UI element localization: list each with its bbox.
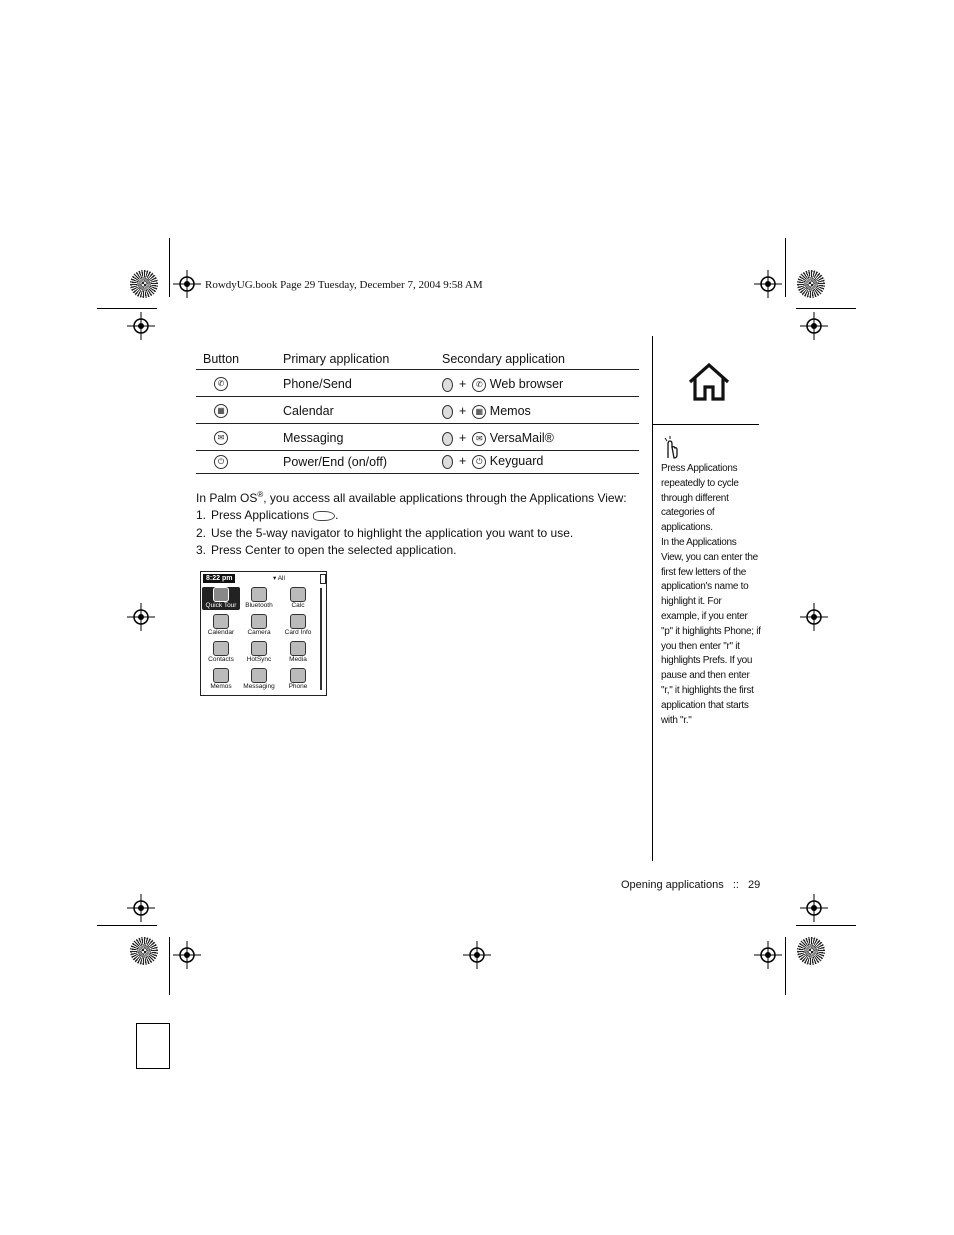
registration-burst-icon	[797, 270, 825, 298]
registration-crosshair-icon	[463, 941, 491, 969]
step-3: 3. Press Center to open the selected application.	[196, 543, 457, 557]
footer-separator: ::	[732, 879, 739, 891]
option-key-icon	[442, 432, 453, 446]
primary-app: Calendar	[283, 404, 334, 418]
registration-crosshair-icon	[754, 270, 782, 298]
color-bar-box	[136, 1023, 170, 1069]
phone-send-key-icon: ✆	[472, 378, 486, 392]
calendar-key-icon: ▦	[472, 405, 486, 419]
option-key-icon	[442, 405, 453, 419]
primary-app: Phone/Send	[283, 377, 352, 391]
registration-crosshair-icon	[127, 603, 155, 631]
power-end-key-icon: ⏻	[472, 455, 486, 469]
table-header	[196, 349, 639, 370]
app-bluetooth[interactable]: Bluetooth	[240, 587, 278, 610]
crop-line	[97, 308, 157, 309]
app-camera[interactable]: Camera	[240, 614, 278, 637]
step-2: 2. Use the 5-way navigator to highlight the application you want to use.	[196, 526, 574, 540]
page-number: 29	[748, 879, 761, 891]
app-media[interactable]: Media	[279, 641, 317, 664]
registration-crosshair-icon	[173, 270, 201, 298]
crop-line	[796, 925, 856, 926]
sidebar-divider	[652, 336, 653, 861]
print-header: RowdyUG.book Page 29 Tuesday, December 7, 2004 9:58 AM	[205, 279, 483, 291]
phone-send-key-icon: ✆	[214, 377, 228, 391]
battery-icon	[320, 574, 326, 584]
sidebar-tip-2: In the Applications View, you can enter the first few letters of the application's name to highlight it. For example, if you enter "p" it highlights Phone; if you then enter "r" it highlights Prefs. If you pause and then enter "r," it highlights the first application that starts with "r."	[661, 537, 761, 726]
button-table	[196, 349, 639, 474]
applications-key-icon	[313, 511, 335, 521]
tip-hand-icon	[662, 436, 680, 460]
registration-crosshair-icon	[800, 603, 828, 631]
registration-burst-icon	[130, 937, 158, 965]
registration-crosshair-icon	[127, 894, 155, 922]
sidebar-rule	[652, 424, 759, 425]
intro-paragraph: In Palm OS®, you access all available applications through the Applications View:	[196, 490, 627, 505]
home-icon	[686, 362, 732, 402]
crop-line	[785, 937, 786, 995]
table-row: ✉ Messaging + ✉ VersaMail®	[196, 424, 639, 451]
palm-category: ▾ All	[273, 575, 285, 582]
secondary-app: Keyguard	[489, 454, 544, 468]
registration-crosshair-icon	[173, 941, 201, 969]
registration-crosshair-icon	[127, 312, 155, 340]
registration-crosshair-icon	[800, 312, 828, 340]
page-footer	[621, 879, 760, 891]
secondary-app: VersaMail®	[489, 431, 554, 445]
table-row: ▦ Calendar + ▦ Memos	[196, 397, 639, 424]
palm-scrollbar[interactable]	[320, 588, 322, 690]
crop-line	[796, 308, 856, 309]
sidebar-tip-1: Press Applications repeatedly to cycle through different categories of applications.	[661, 463, 739, 534]
crop-line	[785, 238, 786, 297]
app-card-info[interactable]: Card Info	[279, 614, 317, 637]
palm-time: 8:22 pm	[203, 574, 235, 583]
registration-crosshair-icon	[754, 941, 782, 969]
app-calendar[interactable]: Calendar	[202, 614, 240, 637]
step-1: 1. Press Applications .	[196, 508, 339, 522]
app-calc[interactable]: Calc	[279, 587, 317, 610]
registration-crosshair-icon	[800, 894, 828, 922]
crop-line	[97, 925, 157, 926]
applications-view-screenshot	[200, 571, 327, 696]
option-key-icon	[442, 455, 453, 469]
primary-app: Messaging	[283, 431, 344, 445]
table-row: ⏻ Power/End (on/off) + ⏻ Keyguard	[196, 451, 639, 474]
secondary-app: Web browser	[489, 377, 564, 391]
crop-line	[169, 238, 170, 297]
app-messaging[interactable]: Messaging	[240, 668, 278, 691]
messaging-key-icon: ✉	[214, 431, 228, 445]
crop-line	[169, 937, 170, 995]
registration-burst-icon	[797, 937, 825, 965]
app-contacts[interactable]: Contacts	[202, 641, 240, 664]
table-header-cell: Primary application	[283, 352, 390, 366]
option-key-icon	[442, 378, 453, 392]
power-end-key-icon: ⏻	[214, 455, 228, 469]
app-memos[interactable]: Memos	[202, 668, 240, 691]
secondary-app: Memos	[489, 404, 531, 418]
palm-title-bar	[203, 574, 324, 583]
calendar-key-icon: ▦	[214, 404, 228, 418]
primary-app: Power/End (on/off)	[283, 455, 387, 469]
app-phone[interactable]: Phone	[279, 668, 317, 691]
app-hotsync[interactable]: HotSync	[240, 641, 278, 664]
table-row: ✆ Phone/Send + ✆ Web browser	[196, 370, 639, 397]
app-quick-tour[interactable]: Quick Tour	[202, 587, 240, 610]
messaging-key-icon: ✉	[472, 432, 486, 446]
table-header-cell: Secondary application	[442, 352, 565, 366]
footer-section: Opening applications	[621, 879, 724, 891]
registration-burst-icon	[130, 270, 158, 298]
table-header-cell: Button	[203, 352, 240, 366]
